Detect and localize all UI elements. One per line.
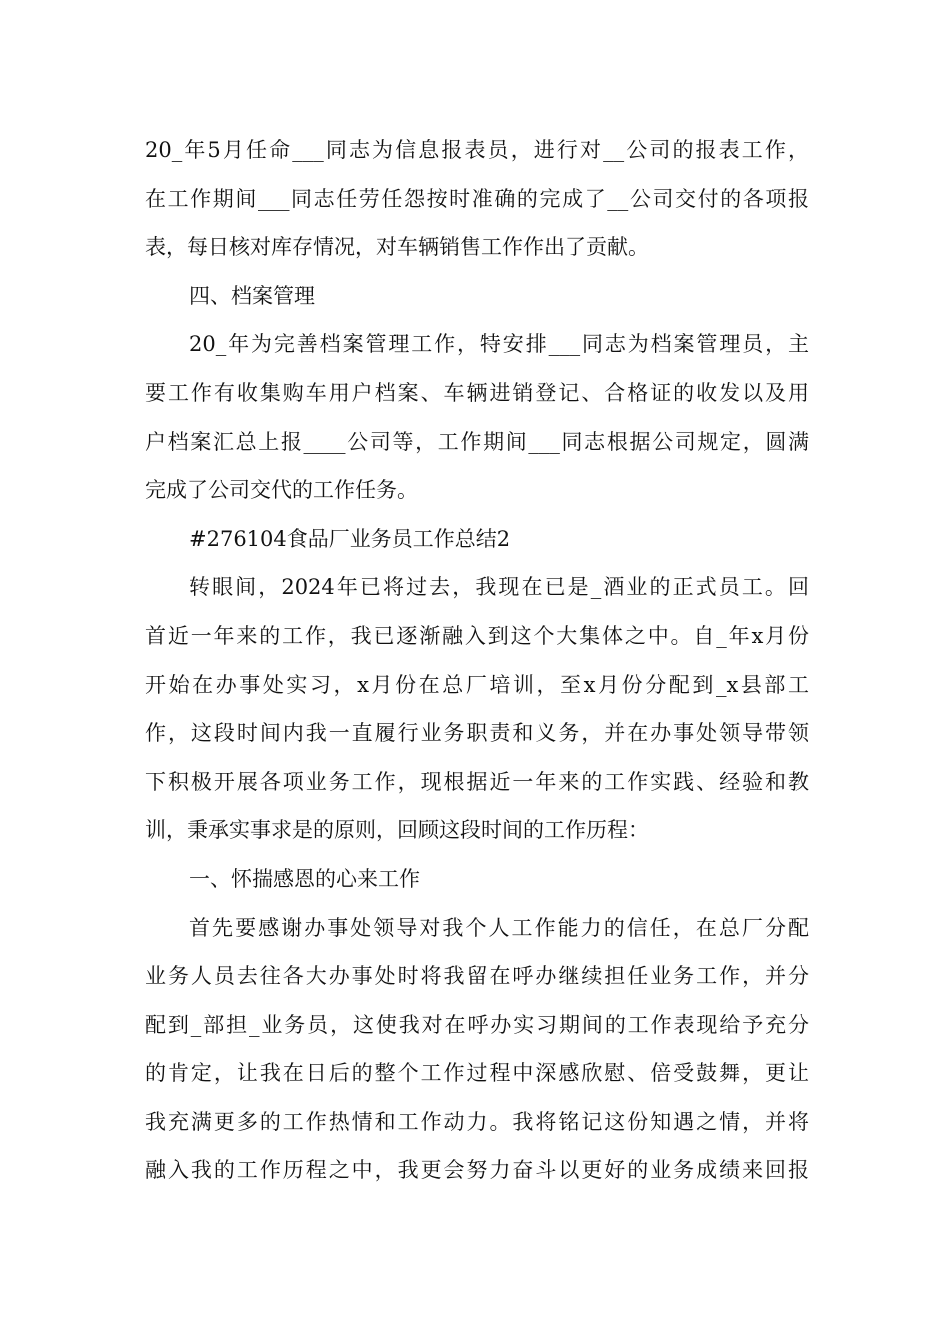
body-text-line: 20_年5月任命___同志为信息报表员，进行对__公司的报表工作， <box>145 138 809 162</box>
body-text-line: 首先要感谢办事处领导对我个人工作能力的信任，在总厂分配 <box>189 915 809 940</box>
body-text-line: 训，秉承实事求是的原则，回顾这段时间的工作历程： <box>145 818 649 843</box>
body-text-line: 户档案汇总上报____公司等，工作期间___同志根据公司规定，圆满 <box>145 429 809 454</box>
body-text-line: 首近一年来的工作，我已逐渐融入到这个大集体之中。自_年x月份 <box>145 623 809 648</box>
body-text-line: 的肯定，让我在日后的整个工作过程中深感欣慰、倍受鼓舞，更让 <box>145 1061 809 1086</box>
body-text-line: 20_年为完善档案管理工作，特安排___同志为档案管理员，主 <box>189 332 809 357</box>
body-text-line: 开始在办事处实习，x月份在总厂培训，至x月份分配到_x县部工 <box>145 672 809 697</box>
body-text-line: 我充满更多的工作热情和工作动力。我将铭记这份知遇之情，并将 <box>145 1109 809 1134</box>
body-text-line: 下积极开展各项业务工作，现根据近一年来的工作实践、经验和教 <box>145 769 809 794</box>
body-text-line: 转眼间，2024年已将过去，我现在已是_酒业的正式员工。回 <box>189 575 809 600</box>
body-text-line: 配到_部担_业务员，这使我对在呼办实习期间的工作表现给予充分 <box>145 1012 809 1037</box>
document-title: #276104食品厂业务员工作总结2 <box>189 526 511 551</box>
body-text-line: 业务人员去往各大办事处时将我留在呼办继续担任业务工作，并分 <box>145 964 809 989</box>
section-heading: 四、档案管理 <box>189 283 315 308</box>
body-text-line: 完成了公司交代的工作任务。 <box>145 478 418 503</box>
document-body <box>145 126 809 1195</box>
section-heading: 一、怀揣感恩的心来工作 <box>189 866 420 891</box>
body-text-line: 在工作期间___同志任劳任怨按时准确的完成了__公司交付的各项报 <box>145 186 809 211</box>
body-text-line: 表，每日核对库存情况，对车辆销售工作作出了贡献。 <box>145 235 649 260</box>
body-text-line: 要工作有收集购车用户档案、车辆进销登记、合格证的收发以及用 <box>145 380 809 405</box>
body-text-line: 作，这段时间内我一直履行业务职责和义务，并在办事处领导带领 <box>145 721 809 746</box>
body-text-line: 融入我的工作历程之中，我更会努力奋斗以更好的业务成绩来回报 <box>145 1158 809 1183</box>
